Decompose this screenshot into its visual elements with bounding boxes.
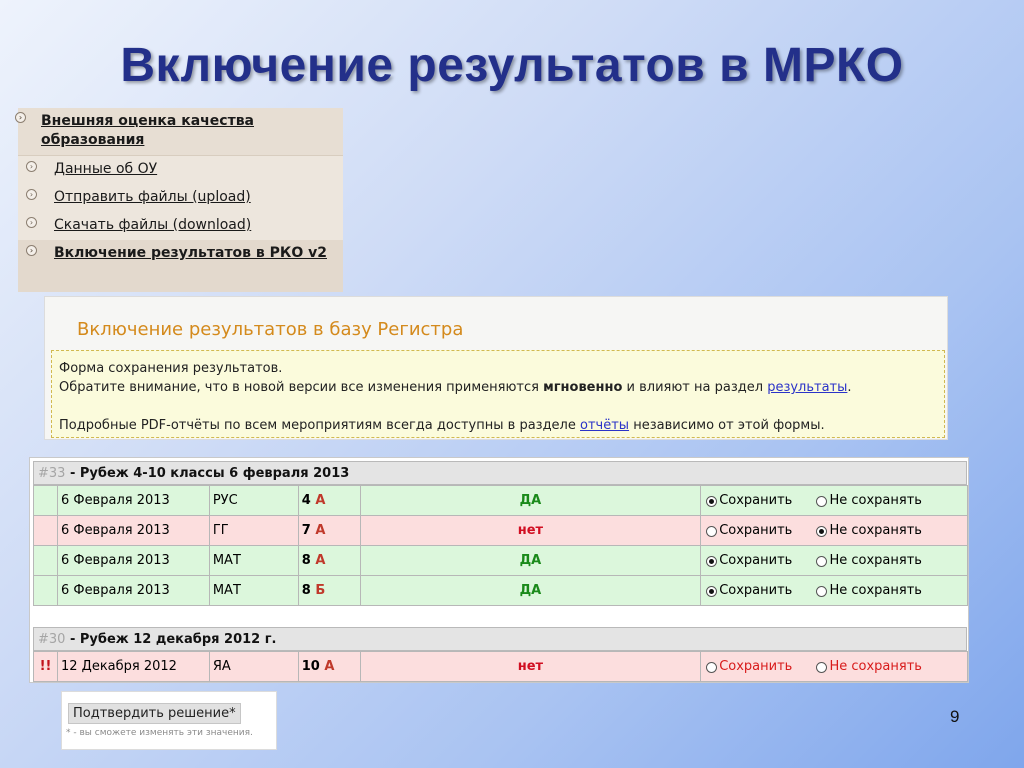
menu-item-include-results[interactable]	[18, 240, 343, 292]
group-header	[33, 627, 967, 651]
row-class: 7 А	[298, 516, 360, 546]
row-subject: ГГ	[209, 516, 298, 546]
menu-item-label: Данные об ОУ	[54, 161, 158, 177]
menu-item-download[interactable]	[18, 212, 343, 240]
row-options	[701, 652, 968, 682]
instant-text: мгновенно	[543, 380, 623, 395]
results-link[interactable]: результаты	[767, 380, 848, 395]
side-menu	[18, 108, 343, 288]
radio-icon	[706, 586, 717, 597]
save-radio[interactable]: Сохранить	[704, 659, 792, 674]
page-number: 9	[950, 707, 960, 726]
group-title: - Рубеж 4-10 классы 6 февраля 2013	[69, 466, 350, 481]
table-row	[34, 576, 968, 606]
bullet-icon: ›	[15, 112, 26, 123]
table-row	[34, 546, 968, 576]
row-options	[701, 516, 968, 546]
group-number: #33	[38, 466, 66, 481]
radio-icon	[706, 556, 717, 567]
confirm-note: * - вы сможете изменять эти значения.	[66, 728, 253, 738]
radio-icon	[706, 662, 717, 673]
slide-title: Включение результатов в МРКО	[120, 39, 904, 92]
save-radio[interactable]: Сохранить	[704, 583, 792, 598]
menu-item-label: Отправить файлы (upload)	[54, 189, 251, 205]
row-subject: МАТ	[209, 576, 298, 606]
group-rows	[33, 485, 968, 606]
menu-item-label: Скачать файлы (download)	[54, 217, 252, 233]
row-subject: МАТ	[209, 546, 298, 576]
nosave-radio[interactable]: Не сохранять	[814, 493, 921, 508]
group-title: - Рубеж 12 декабря 2012 г.	[69, 632, 277, 647]
menu-header[interactable]	[18, 108, 343, 156]
group-header	[33, 461, 967, 485]
row-status: ДА	[360, 546, 701, 576]
register-panel	[44, 296, 948, 440]
register-info-box	[51, 350, 945, 438]
row-class: 10 А	[298, 652, 360, 682]
row-mark: !!	[34, 652, 58, 682]
info-line-1: Форма сохранения результатов.	[59, 361, 283, 376]
radio-icon	[706, 496, 717, 507]
nosave-radio[interactable]: Не сохранять	[814, 523, 921, 538]
radio-icon	[816, 496, 827, 507]
menu-item-upload[interactable]	[18, 184, 343, 212]
table-row	[34, 516, 968, 546]
table-row	[34, 486, 968, 516]
confirm-panel	[61, 691, 277, 750]
group-number: #30	[38, 632, 66, 647]
row-date: 6 Февраля 2013	[57, 486, 209, 516]
row-mark	[34, 546, 58, 576]
menu-item-label: Включение результатов в РКО v2	[54, 245, 327, 261]
register-title: Включение результатов в базу Регистра	[77, 319, 464, 340]
radio-icon	[816, 556, 827, 567]
results-table	[29, 457, 969, 683]
row-class: 8 А	[298, 546, 360, 576]
radio-icon	[816, 526, 827, 537]
info-line-2: Обратите внимание, что в новой версии все изменения применяются мгновенно и влияют на раздел результаты.	[59, 380, 852, 395]
reports-link[interactable]: отчёты	[580, 418, 630, 433]
menu-header-label: Внешняя оценка качества образования	[41, 113, 254, 148]
row-class: 4 А	[298, 486, 360, 516]
group-rows	[33, 651, 968, 682]
bullet-icon: ›	[26, 217, 37, 228]
row-status: ДА	[360, 486, 701, 516]
nosave-radio[interactable]: Не сохранять	[814, 659, 921, 674]
radio-icon	[816, 662, 827, 673]
row-date: 6 Февраля 2013	[57, 576, 209, 606]
row-mark	[34, 486, 58, 516]
row-options	[701, 486, 968, 516]
nosave-radio[interactable]: Не сохранять	[814, 553, 921, 568]
row-options	[701, 546, 968, 576]
row-mark	[34, 516, 58, 546]
row-date: 6 Февраля 2013	[57, 546, 209, 576]
row-status: ДА	[360, 576, 701, 606]
row-date: 6 Февраля 2013	[57, 516, 209, 546]
row-status: нет	[360, 652, 701, 682]
row-subject: РУС	[209, 486, 298, 516]
row-mark	[34, 576, 58, 606]
menu-item-school-data[interactable]	[18, 156, 343, 184]
info-line-3: Подробные PDF-отчёты по всем мероприятиям всегда доступны в разделе отчёты независимо от этой формы.	[59, 418, 825, 433]
row-date: 12 Декабря 2012	[57, 652, 209, 682]
row-class: 8 Б	[298, 576, 360, 606]
bullet-icon: ›	[26, 161, 37, 172]
bullet-icon: ›	[26, 245, 37, 256]
row-options	[701, 576, 968, 606]
radio-icon	[816, 586, 827, 597]
save-radio[interactable]: Сохранить	[704, 493, 792, 508]
row-status: нет	[360, 516, 701, 546]
nosave-radio[interactable]: Не сохранять	[814, 583, 921, 598]
save-radio[interactable]: Сохранить	[704, 553, 792, 568]
bullet-icon: ›	[26, 189, 37, 200]
confirm-button[interactable]: Подтвердить решение*	[68, 703, 241, 724]
row-subject: ЯА	[209, 652, 298, 682]
radio-icon	[706, 526, 717, 537]
save-radio[interactable]: Сохранить	[704, 523, 792, 538]
table-row	[34, 652, 968, 682]
